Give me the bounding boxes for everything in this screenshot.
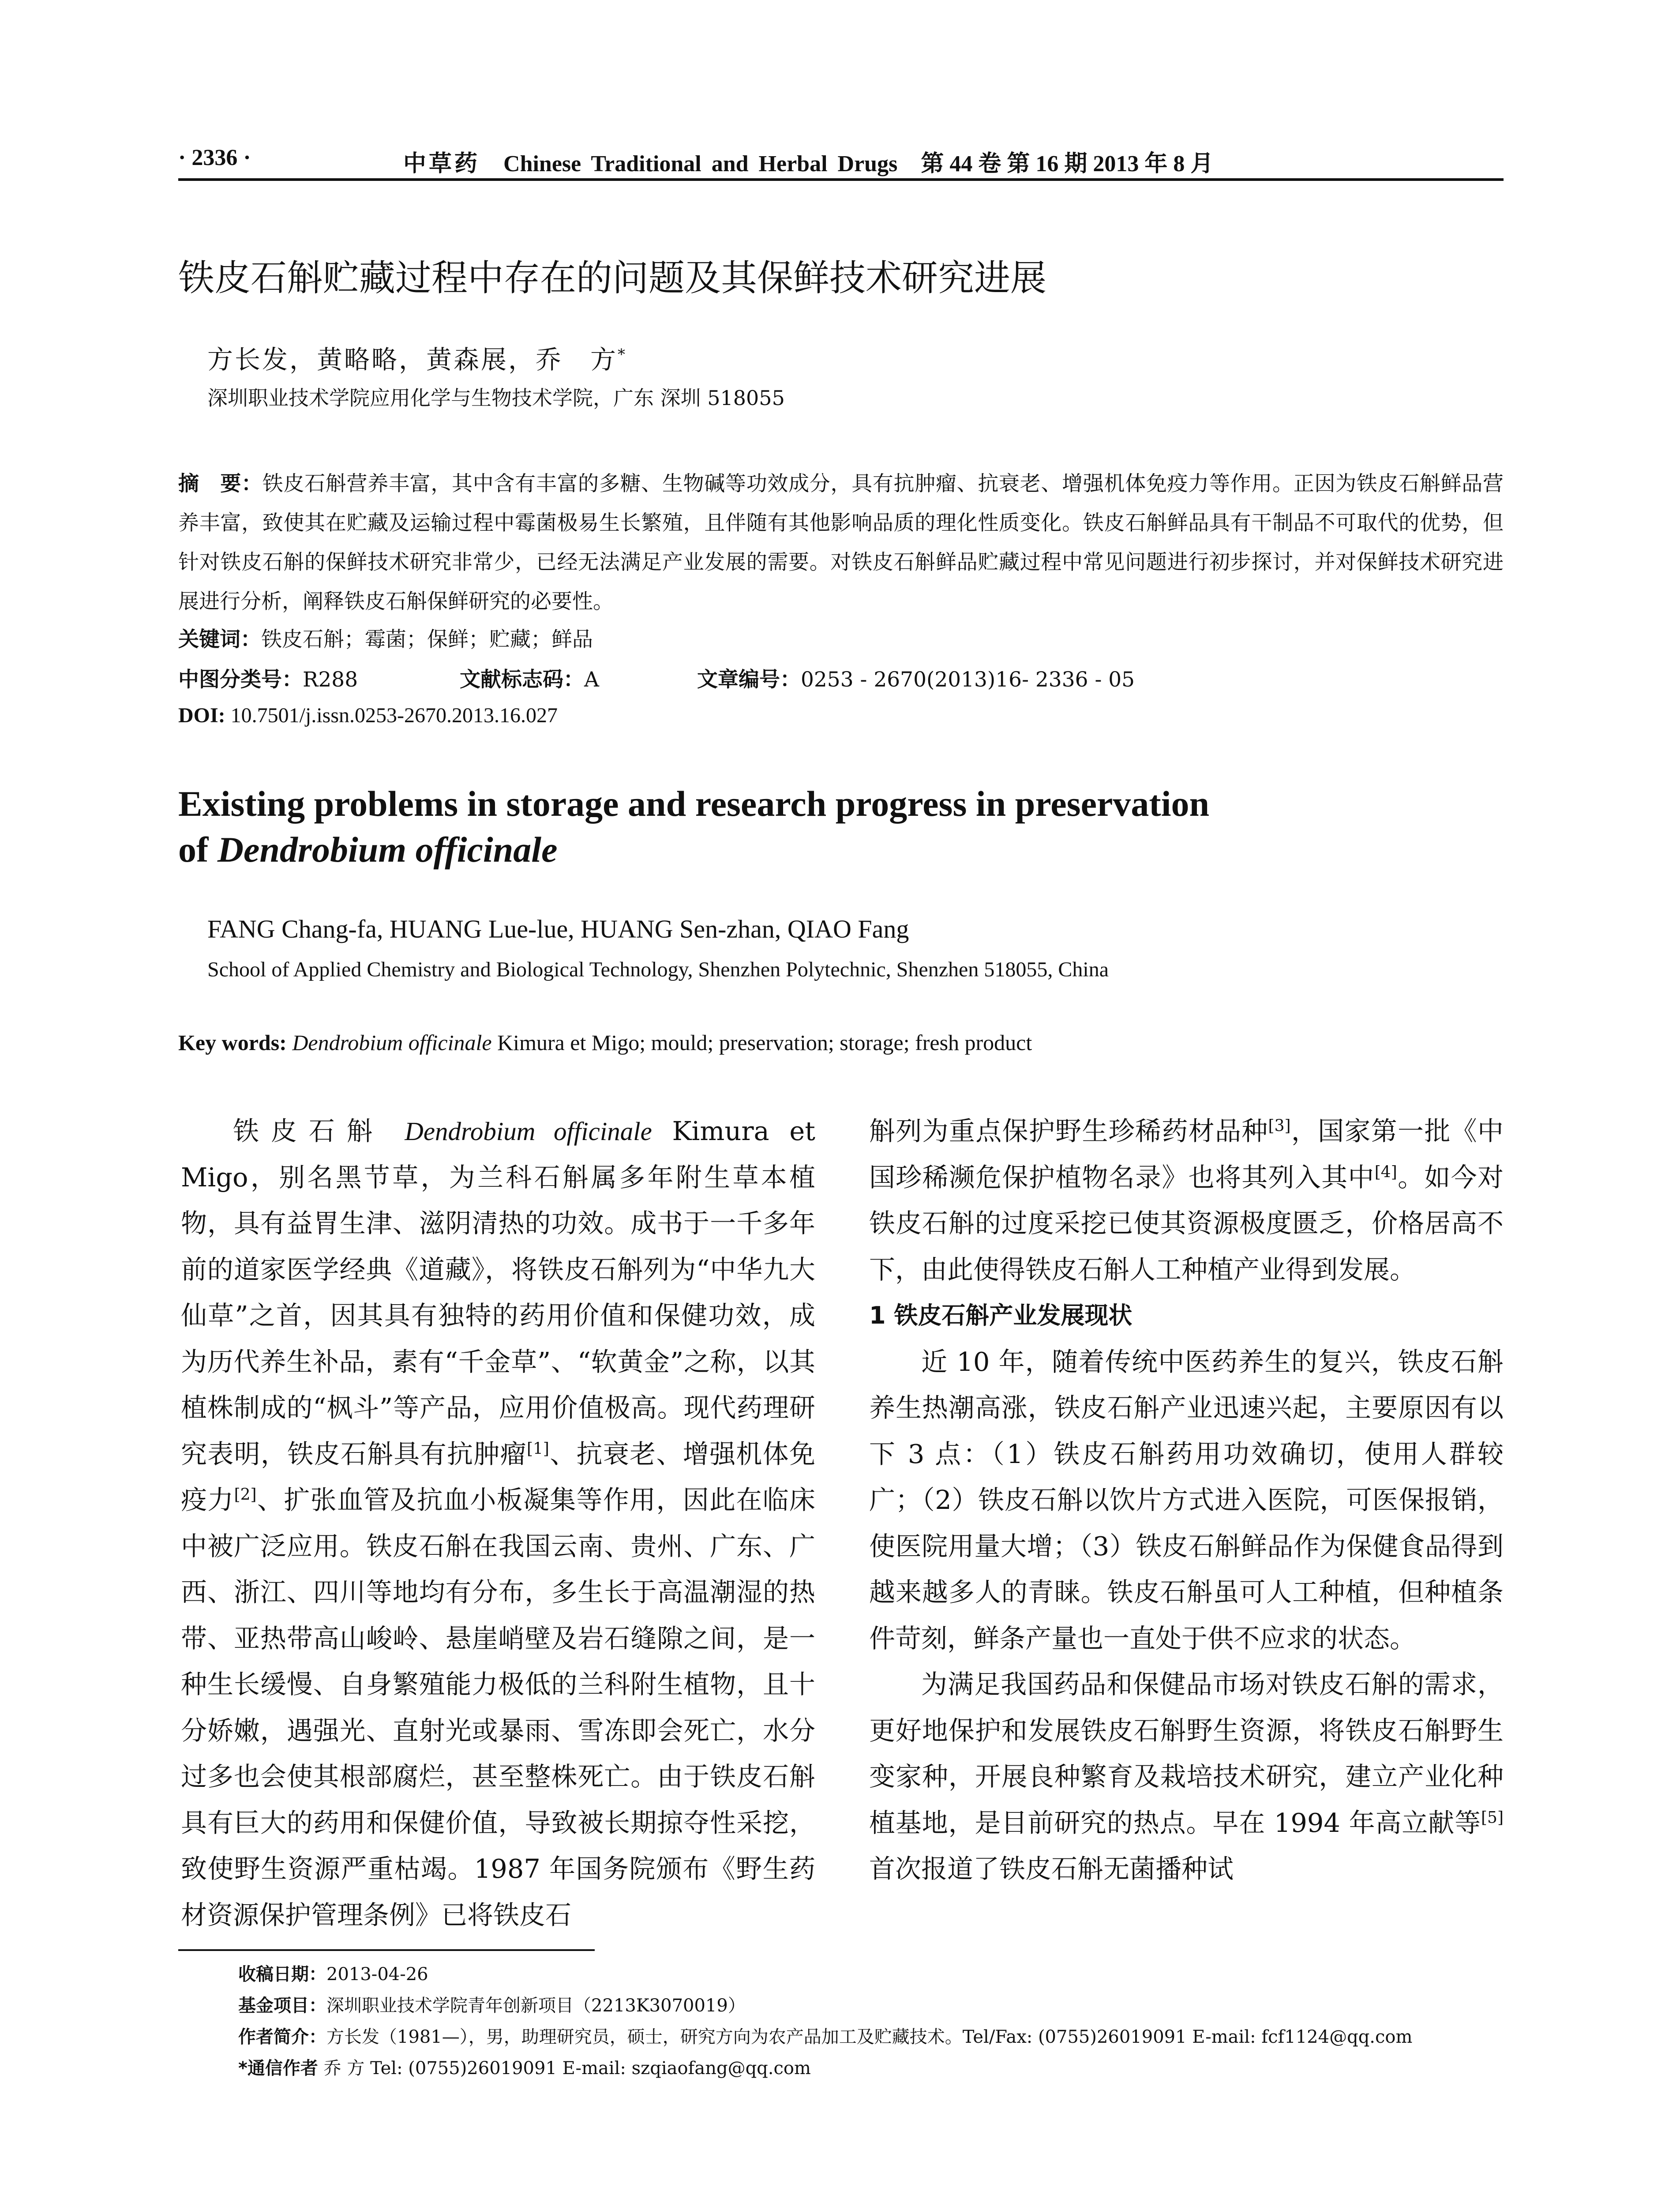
footnote-author <box>238 2022 1412 2053</box>
keywords-cn-text: 铁皮石斛；霉菌；保鲜；贮藏；鲜品 <box>261 627 593 652</box>
doc-code <box>460 663 599 693</box>
citation: [1] <box>526 1439 549 1458</box>
citation: [3] <box>1268 1117 1291 1135</box>
journal-info <box>403 145 1213 178</box>
abstract-cn <box>178 464 1504 621</box>
corresponding-mark: * <box>618 345 627 364</box>
article-value: 0253 - 2670(2013)16- 2336 - 05 <box>801 668 1135 692</box>
affiliation-en: School of Applied Chemistry and Biological Technology, Shenzhen Polytechnic, Shenzhen 518055, China <box>207 958 1109 981</box>
text-run: 为满足我国药品和保健品市场对铁皮石斛的需求，更好地保护和发展铁皮石斛野生资源，将铁皮石斛野生变家种，开展良种繁育及栽培技术研究，建立产业化种植基地，是目前研究的热点。早在 1994 年高立献等 <box>869 1669 1504 1838</box>
doi-value: 10.7501/j.issn.0253-2670.2013.16.027 <box>230 704 558 727</box>
paragraph <box>869 1108 1504 1293</box>
article-label: 文章编号： <box>697 668 801 692</box>
footnote-value: 乔 方 Tel: (0755)26019091 E-mail: szqiaofang@qq.com <box>318 2058 811 2078</box>
footnote-label: 基金项目： <box>238 1996 326 2016</box>
species-name: Dendrobium officinale <box>405 1117 652 1146</box>
footnote-label: *通信作者 <box>238 2058 318 2078</box>
footnote-label: 作者简介： <box>238 2027 326 2047</box>
footnote-received <box>238 1959 1412 1990</box>
doi-label: DOI: <box>178 704 225 727</box>
text-run: 斛列为重点保护野生珍稀药材品种 <box>869 1116 1268 1146</box>
footnotes <box>238 1959 1412 2084</box>
footnote-value: 深圳职业技术学院青年创新项目（2213K3070019） <box>326 1996 746 2016</box>
authors-en: FANG Chang-fa, HUANG Lue-lue, HUANG Sen-zhan, QIAO Fang <box>207 915 909 943</box>
footnote-value: 2013-04-26 <box>326 1964 428 1985</box>
doc-label: 文献标志码： <box>460 668 584 692</box>
keywords-en-label: Key words: <box>178 1030 287 1055</box>
title-en <box>178 781 1504 873</box>
keywords-en-text: Kimura et Migo; mould; preservation; storage; fresh product <box>491 1030 1032 1055</box>
text-run: 首次报道了铁皮石斛无菌播种试 <box>869 1853 1234 1884</box>
keywords-en-species: Dendrobium officinale <box>292 1030 492 1055</box>
title-cn: 铁皮石斛贮藏过程中存在的问题及其保鲜技术研究进展 <box>178 257 1047 299</box>
doi <box>178 703 558 728</box>
paragraph <box>181 1108 815 1938</box>
abstract-text: 铁皮石斛营养丰富，其中含有丰富的多糖、生物碱等功效成分，具有抗肿瘤、抗衰老、增强机体免疫力等作用。正因为铁皮石斛鲜品营养丰富，致使其在贮藏及运输过程中霉菌极易生长繁殖，且伴随有其他影响品质的理化性质变化。铁皮石斛鲜品具有干制品不可取代的优势，但针对铁皮石斛的保鲜技术研究非常少，已经无法满足产业发展的需要。对铁皮石斛鲜品贮藏过程中常见问题进行初步探讨，并对保鲜技术研究进展进行分析，阐释铁皮石斛保鲜研究的必要性。 <box>178 472 1504 614</box>
keywords-cn <box>178 623 593 653</box>
keywords-en <box>178 1030 1032 1055</box>
page-number: · 2336 · <box>178 145 251 170</box>
citation: [4] <box>1374 1163 1397 1181</box>
keywords-cn-label: 关键词： <box>178 627 261 652</box>
footnote-label: 收稿日期： <box>238 1964 326 1985</box>
clc-value: R288 <box>303 668 358 692</box>
footnote-corresponding <box>238 2053 1412 2084</box>
body-column-left <box>181 1108 815 1938</box>
clc-code <box>178 663 358 693</box>
text-run: 。如今对铁皮石斛的过度采挖已使其资源极度匮乏，价格居高不下，由此使得铁皮石斛人工种植产业得到发展。 <box>869 1162 1504 1285</box>
journal-issue: 第 44 卷 第 16 期 2013 年 8 月 <box>921 151 1214 176</box>
footnote-rule <box>178 1949 595 1951</box>
paragraph <box>869 1662 1504 1892</box>
doc-value: A <box>584 668 599 692</box>
paragraph: 近 10 年，随着传统中医药养生的复兴，铁皮石斛养生热潮高涨，铁皮石斛产业迅速兴起，主要原因有以下 3 点：（1）铁皮石斛药用功效确切，使用人群较广；（2）铁皮石斛以饮片方式进入医院，可医保报销，使医院用量大增；（3）铁皮石斛鲜品作为保健食品得到越来越多人的青睐。铁皮石斛虽可人工种植，但种植条件苛刻，鲜条产量也一直处于供不应求的状态。 <box>869 1346 1504 1654</box>
authors-cn <box>207 339 627 376</box>
text-run: 、抗衰老、增强机体免疫力 <box>181 1438 815 1515</box>
text-run: ，国家第一批《中国珍稀濒危保护植物名录》也将其列入其中 <box>869 1116 1504 1193</box>
running-header <box>178 140 1502 176</box>
body-column-right <box>869 1108 1504 1892</box>
citation: [5] <box>1481 1808 1504 1827</box>
section-heading: 1 铁皮石斛产业发展现状 <box>869 1302 1132 1329</box>
footnote-fund <box>238 1990 1412 2022</box>
title-en-species: Dendrobium officinale <box>217 829 558 870</box>
footnote-value: 方长发（1981—），男，助理研究员，硕士，研究方向为农产品加工及贮藏技术。Tel/Fax: (0755)26019091 E-mail: fcf1124@qq.com <box>326 2027 1413 2047</box>
journal-name-cn: 中草药 <box>403 151 480 176</box>
text-run: 、扩张血管及抗血小板凝集等作用，因此在临床中被广泛应用。铁皮石斛在我国云南、贵州、广东、广西、浙江、四川等地均有分布，多生长于高温潮湿的热带、亚热带高山峻岭、悬崖峭壁及岩石缝隙之间，是一种生长缓慢、自身繁殖能力极低的兰科附生植物，且十分娇嫩，遇强光、直射光或暴雨、雪冻即会死亡，水分过多也会使其根部腐烂，甚至整株死亡。由于铁皮石斛具有巨大的药用和保健价值，导致被长期掠夺性采挖，致使野生资源严重枯竭。1987 年国务院颁布《野生药材资源保护管理条例》已将铁皮石 <box>181 1485 815 1930</box>
abstract-label: 摘 要： <box>178 472 262 496</box>
title-en-prefix: of <box>178 829 218 870</box>
article-number <box>697 663 1135 693</box>
journal-name-en: Chinese Traditional and Herbal Drugs <box>503 151 898 176</box>
title-en-line2 <box>178 827 1504 873</box>
citation: [2] <box>234 1486 257 1504</box>
header-rule <box>178 178 1504 181</box>
text-run: 铁皮石斛 <box>233 1116 405 1146</box>
authors-cn-names: 方长发，黄略略，黄森展，乔 方 <box>207 345 618 375</box>
clc-label: 中图分类号： <box>178 668 303 692</box>
affiliation-cn: 深圳职业技术学院应用化学与生物技术学院，广东 深圳 518055 <box>207 386 785 410</box>
title-en-line1: Existing problems in storage and research progress in preservation <box>178 784 1210 824</box>
text-run: Kimura et Migo，别名黑节草，为兰科石斛属多年附生草本植物，具有益胃生津、滋阴清热的功效。成书于一千多年前的道家医学经典《道藏》，将铁皮石斛列为“中华九大仙草”之首，因其具有独特的药用价值和保健功效，成为历代养生补品，素有“千金草”、“软黄金”之称，以其植株制成的“枫斗”等产品，应用价值极高。现代药理研究表明，铁皮石斛具有抗肿瘤 <box>181 1116 815 1469</box>
